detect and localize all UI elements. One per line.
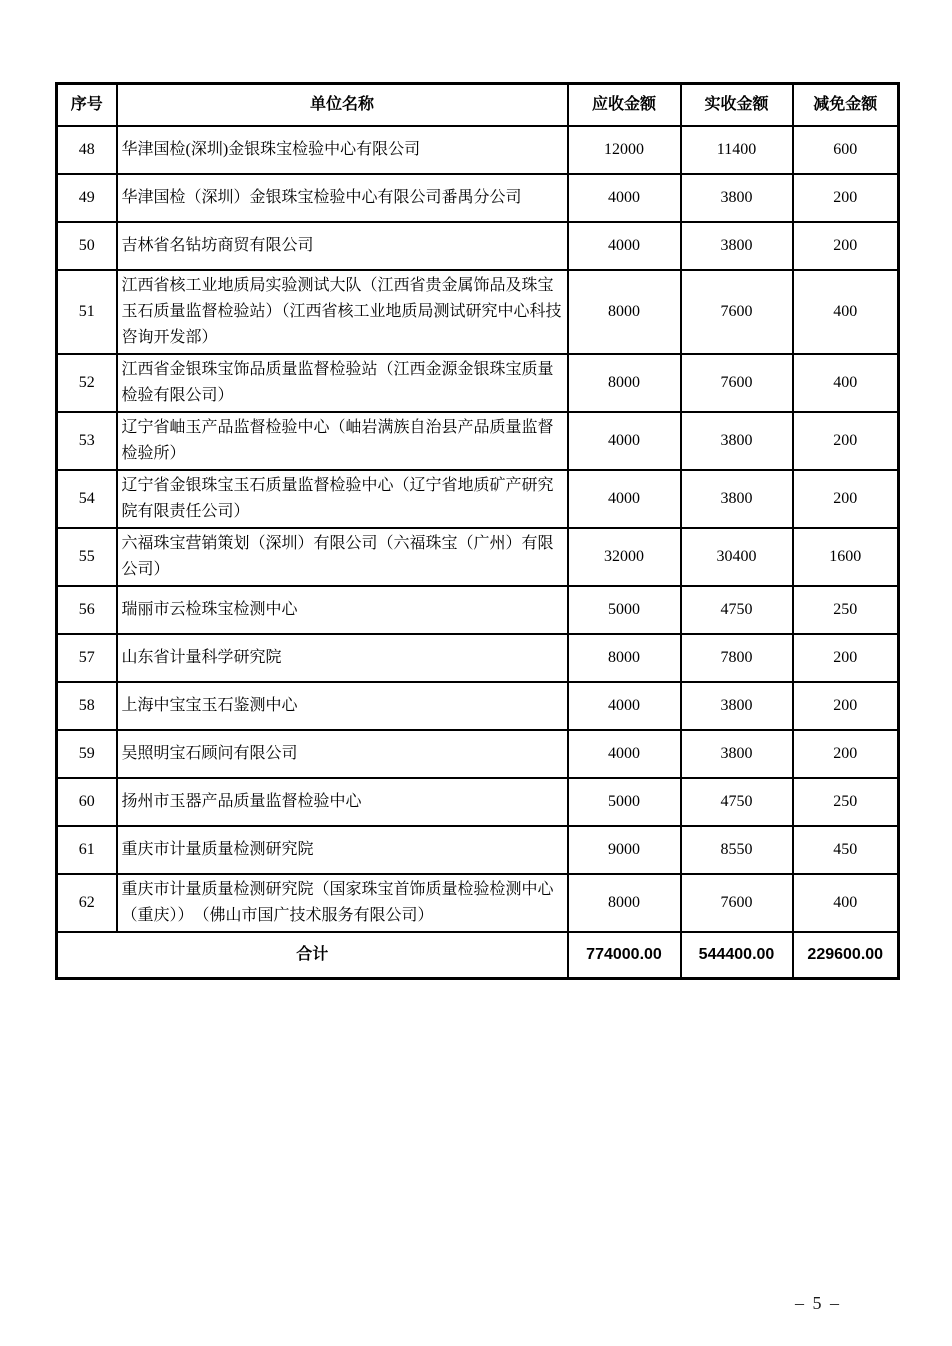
table-row bbox=[57, 874, 899, 932]
receivable-cell: 4000 bbox=[568, 730, 681, 778]
row-no-cell: 58 bbox=[57, 682, 117, 730]
reduction-cell: 200 bbox=[793, 682, 899, 730]
unit-name-cell: 吉林省名钻坊商贸有限公司 bbox=[117, 222, 568, 270]
reduction-cell: 200 bbox=[793, 470, 899, 528]
receivable-cell: 12000 bbox=[568, 126, 681, 174]
received-cell: 3800 bbox=[681, 470, 793, 528]
reduction-cell: 250 bbox=[793, 586, 899, 634]
receivable-cell: 5000 bbox=[568, 778, 681, 826]
unit-name-cell: 华津国检（深圳）金银珠宝检验中心有限公司番禺分公司 bbox=[117, 174, 568, 222]
unit-name-cell: 辽宁省金银珠宝玉石质量监督检验中心（辽宁省地质矿产研究院有限责任公司） bbox=[117, 470, 568, 528]
receivable-cell: 8000 bbox=[568, 354, 681, 412]
receivable-cell: 4000 bbox=[568, 682, 681, 730]
row-no-cell: 62 bbox=[57, 874, 117, 932]
reduction-cell: 400 bbox=[793, 270, 899, 354]
received-cell: 8550 bbox=[681, 826, 793, 874]
receivable-cell: 9000 bbox=[568, 826, 681, 874]
reduction-cell: 200 bbox=[793, 412, 899, 470]
reduction-cell: 250 bbox=[793, 778, 899, 826]
table-row bbox=[57, 528, 899, 586]
table-row bbox=[57, 354, 899, 412]
col-header-unit-name: 单位名称 bbox=[117, 84, 568, 127]
reduction-cell: 200 bbox=[793, 730, 899, 778]
received-cell: 11400 bbox=[681, 126, 793, 174]
col-header-received: 实收金额 bbox=[681, 84, 793, 127]
row-no-cell: 54 bbox=[57, 470, 117, 528]
totals-reduction-cell: 229600.00 bbox=[793, 932, 899, 979]
receivable-cell: 8000 bbox=[568, 270, 681, 354]
table-row bbox=[57, 412, 899, 470]
table-row bbox=[57, 470, 899, 528]
unit-name-cell: 山东省计量科学研究院 bbox=[117, 634, 568, 682]
table-row bbox=[57, 222, 899, 270]
row-no-cell: 61 bbox=[57, 826, 117, 874]
table-row bbox=[57, 682, 899, 730]
unit-name-cell: 瑞丽市云检珠宝检测中心 bbox=[117, 586, 568, 634]
table-body bbox=[57, 126, 899, 932]
reduction-cell: 200 bbox=[793, 222, 899, 270]
col-header-no: 序号 bbox=[57, 84, 117, 127]
received-cell: 7600 bbox=[681, 354, 793, 412]
reduction-cell: 200 bbox=[793, 174, 899, 222]
row-no-cell: 48 bbox=[57, 126, 117, 174]
totals-received-cell: 544400.00 bbox=[681, 932, 793, 979]
received-cell: 3800 bbox=[681, 730, 793, 778]
totals-receivable-cell: 774000.00 bbox=[568, 932, 681, 979]
row-no-cell: 55 bbox=[57, 528, 117, 586]
receivable-cell: 5000 bbox=[568, 586, 681, 634]
unit-name-cell: 江西省核工业地质局实验测试大队（江西省贵金属饰品及珠宝玉石质量监督检验站）（江西省核工业地质局测试研究中心科技咨询开发部） bbox=[117, 270, 568, 354]
receivable-cell: 32000 bbox=[568, 528, 681, 586]
received-cell: 4750 bbox=[681, 586, 793, 634]
row-no-cell: 49 bbox=[57, 174, 117, 222]
row-no-cell: 51 bbox=[57, 270, 117, 354]
table-row bbox=[57, 174, 899, 222]
received-cell: 3800 bbox=[681, 174, 793, 222]
table-row bbox=[57, 730, 899, 778]
col-header-reduction: 减免金额 bbox=[793, 84, 899, 127]
unit-name-cell: 辽宁省岫玉产品监督检验中心（岫岩满族自治县产品质量监督检验所） bbox=[117, 412, 568, 470]
table-row bbox=[57, 126, 899, 174]
table-row bbox=[57, 270, 899, 354]
received-cell: 3800 bbox=[681, 222, 793, 270]
receivable-cell: 8000 bbox=[568, 634, 681, 682]
unit-name-cell: 扬州市玉器产品质量监督检验中心 bbox=[117, 778, 568, 826]
received-cell: 7800 bbox=[681, 634, 793, 682]
header-row bbox=[57, 84, 899, 127]
row-no-cell: 53 bbox=[57, 412, 117, 470]
unit-name-cell: 重庆市计量质量检测研究院（国家珠宝首饰质量检验检测中心（重庆）） （佛山市国广技术服务有限公司） bbox=[117, 874, 568, 932]
reduction-cell: 400 bbox=[793, 874, 899, 932]
received-cell: 3800 bbox=[681, 412, 793, 470]
row-no-cell: 57 bbox=[57, 634, 117, 682]
row-no-cell: 59 bbox=[57, 730, 117, 778]
table-row bbox=[57, 634, 899, 682]
receivable-cell: 8000 bbox=[568, 874, 681, 932]
page-number: – 5 – bbox=[795, 1293, 841, 1313]
fee-table bbox=[55, 82, 900, 980]
row-no-cell: 50 bbox=[57, 222, 117, 270]
reduction-cell: 600 bbox=[793, 126, 899, 174]
unit-name-cell: 吴照明宝石顾问有限公司 bbox=[117, 730, 568, 778]
table-row bbox=[57, 826, 899, 874]
table-row bbox=[57, 586, 899, 634]
received-cell: 30400 bbox=[681, 528, 793, 586]
reduction-cell: 400 bbox=[793, 354, 899, 412]
receivable-cell: 4000 bbox=[568, 470, 681, 528]
received-cell: 7600 bbox=[681, 874, 793, 932]
receivable-cell: 4000 bbox=[568, 412, 681, 470]
row-no-cell: 56 bbox=[57, 586, 117, 634]
table-row bbox=[57, 778, 899, 826]
unit-name-cell: 六福珠宝营销策划（深圳）有限公司（六福珠宝（广州）有限公司） bbox=[117, 528, 568, 586]
receivable-cell: 4000 bbox=[568, 174, 681, 222]
reduction-cell: 450 bbox=[793, 826, 899, 874]
received-cell: 4750 bbox=[681, 778, 793, 826]
unit-name-cell: 上海中宝宝玉石鉴测中心 bbox=[117, 682, 568, 730]
receivable-cell: 4000 bbox=[568, 222, 681, 270]
unit-name-cell: 重庆市计量质量检测研究院 bbox=[117, 826, 568, 874]
row-no-cell: 52 bbox=[57, 354, 117, 412]
col-header-receivable: 应收金额 bbox=[568, 84, 681, 127]
reduction-cell: 200 bbox=[793, 634, 899, 682]
received-cell: 7600 bbox=[681, 270, 793, 354]
reduction-cell: 1600 bbox=[793, 528, 899, 586]
unit-name-cell: 江西省金银珠宝饰品质量监督检验站（江西金源金银珠宝质量检验有限公司） bbox=[117, 354, 568, 412]
unit-name-cell: 华津国检(深圳)金银珠宝检验中心有限公司 bbox=[117, 126, 568, 174]
totals-label-cell: 合计 bbox=[57, 932, 568, 979]
row-no-cell: 60 bbox=[57, 778, 117, 826]
totals-row bbox=[57, 932, 899, 979]
received-cell: 3800 bbox=[681, 682, 793, 730]
